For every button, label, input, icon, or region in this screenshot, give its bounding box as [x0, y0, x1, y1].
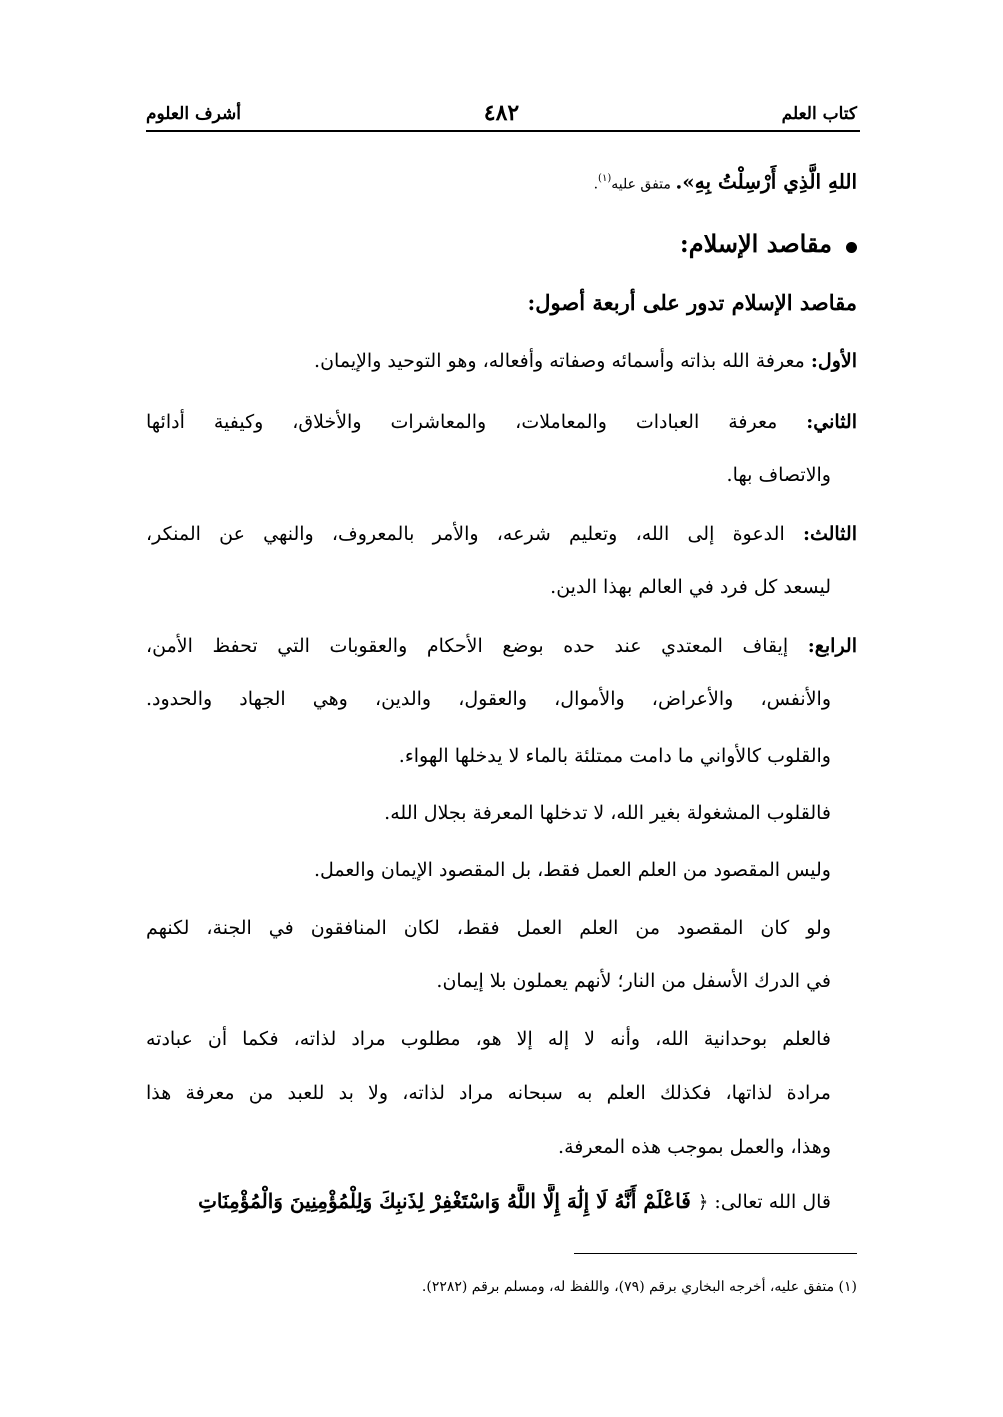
- principle-2-label: الثاني:: [806, 411, 857, 433]
- section-heading: مقاصد الإسلام:: [679, 229, 832, 258]
- ayah-open-bracket: ﴿: [697, 1192, 709, 1213]
- principle-3: [146, 517, 857, 551]
- principle-4-continuation: والأنفس، والأعراض، والأموال، والعقول، والدين، وهي الجهاد والحدود.: [146, 688, 831, 710]
- page-number: ٤٨٢: [483, 100, 520, 126]
- principle-1-text: معرفة الله بذاته وأسمائه وصفاته وأفعاله، وهو التوحيد والإيمان.: [314, 350, 811, 372]
- header-book-title: كتاب العلم: [781, 104, 857, 124]
- section-heading-line: [146, 224, 857, 266]
- paragraph-oneness-line-2: مرادة لذاتها، فكذلك العلم به سبحانه مراد لذاته، ولا بد للعبد من معرفة هذا: [146, 1082, 831, 1104]
- footnote-divider: [574, 1253, 857, 1254]
- paragraph-vessels: والقلوب كالأواني ما دامت ممتلئة بالماء لا يدخلها الهواء.: [398, 745, 831, 767]
- bullet-icon: [846, 242, 857, 253]
- principle-4-label: الرابع:: [807, 635, 857, 657]
- paragraph-hearts: فالقلوب المشغولة بغير الله، لا تدخلها المعرفة بجلال الله.: [384, 802, 831, 824]
- subheading-line: [146, 286, 857, 321]
- principle-2-text: معرفة العبادات والمعاملات، والمعاشرات والأخلاق، وكيفية أدائها: [146, 411, 807, 433]
- principle-1: [146, 344, 857, 378]
- paragraph-oneness-line-3: وهذا، والعمل بموجب هذه المعرفة.: [558, 1136, 831, 1158]
- principle-3-text: الدعوة إلى الله، وتعليم شرعه، والأمر بالمعروف، والنهي عن المنكر،: [146, 523, 803, 545]
- header-series-title: أشرف العلوم: [146, 104, 241, 124]
- verse-intro: قال الله تعالى:: [708, 1191, 831, 1213]
- paragraph-purpose: وليس المقصود من العلم العمل فقط، بل المقصود الإيمان والعمل.: [313, 859, 831, 881]
- subheading: مقاصد الإسلام تدور على أربعة أصول:: [527, 290, 857, 315]
- hadith-quote: اللهِ الَّذِي أَرْسِلْتُ بِهِ».: [675, 169, 857, 194]
- hadith-source: متفق عليه: [611, 176, 676, 193]
- hadith-ending-line: [146, 162, 857, 201]
- paragraph-oneness-line-1: فالعلم بوحدانية الله، وأنه لا إله إلا هو، مطلوب مراد لذاته، فكما أن عبادته: [146, 1028, 831, 1050]
- footnote-1: (١) متفق عليه، أخرجه البخاري برقم (٧٩)، واللفظ له، ومسلم برقم (٢٢٨٢).: [421, 1279, 857, 1295]
- hadith-end-punct: .: [593, 176, 599, 193]
- principle-1-label: الأول:: [810, 350, 857, 372]
- verse-text: فَاعْلَمْ أَنَّهُ لَا إِلَٰهَ إِلَّا اللَّهُ وَاسْتَغْفِرْ لِذَنبِكَ وَلِلْمُؤْمِنِينَ وَالْمُؤْمِنَاتِ: [198, 1189, 698, 1213]
- principle-3-label: الثالث:: [802, 523, 857, 545]
- principle-3-continuation: ليسعد كل فرد في العالم بهذا الدين.: [550, 576, 831, 598]
- principle-4: [146, 629, 857, 663]
- header-divider: [146, 130, 860, 132]
- footnote-ref[interactable]: (١): [598, 173, 612, 184]
- paragraph-hypocrites-line-1: ولو كان المقصود من العلم العمل فقط، لكان المنافقون في الجنة، لكنهم: [146, 917, 831, 939]
- principle-2-continuation: والاتصاف بها.: [726, 464, 831, 486]
- verse-line: [146, 1184, 831, 1220]
- paragraph-hypocrites-line-2: في الدرك الأسفل من النار؛ لأنهم يعملون بلا إيمان.: [436, 970, 831, 992]
- principle-2: [146, 405, 857, 439]
- principle-4-text: إيقاف المعتدي عند حده بوضع الأحكام والعقوبات التي تحفظ الأمن،: [146, 635, 808, 657]
